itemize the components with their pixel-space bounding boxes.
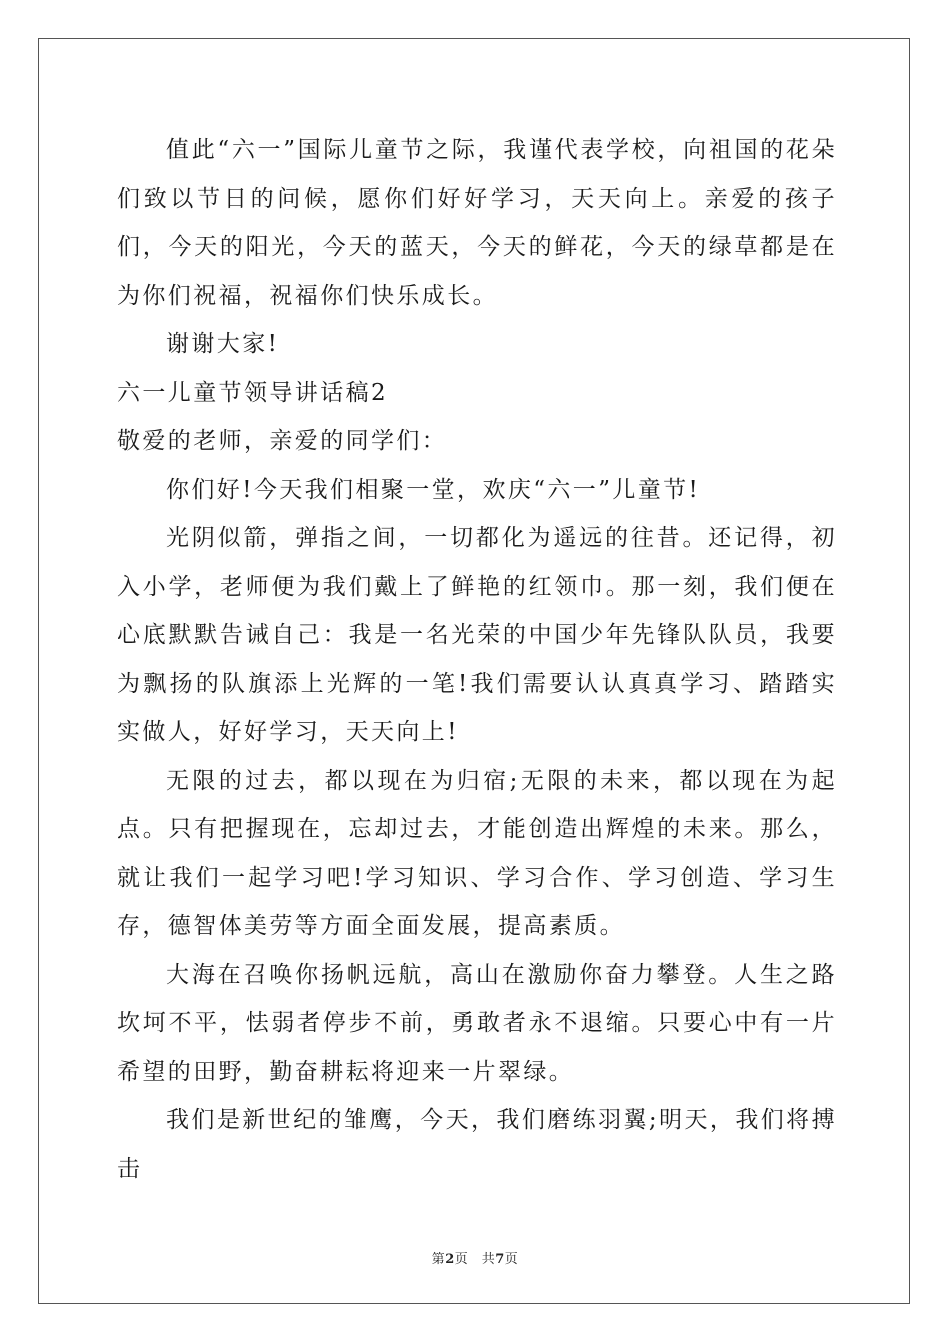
document-body: [117, 126, 837, 1193]
footer-prefix: 第: [431, 1252, 446, 1267]
paragraph-eagles: 我们是新世纪的雏鹰，今天，我们磨练羽翼;明天，我们将搏击: [117, 1107, 837, 1182]
section-title: 六一儿童节领导讲话稿2: [117, 379, 389, 406]
paragraph-hello: 你们好!今天我们相聚一堂，欢庆“六一”儿童节!: [166, 476, 701, 503]
footer-page-current: 2: [445, 1252, 455, 1267]
footer-suffix: 页: [504, 1252, 519, 1267]
paragraph-thanks: 谢谢大家!: [166, 331, 280, 357]
page-footer: [0, 1248, 950, 1267]
paragraph-courage: 大海在召唤你扬帆远航，高山在激励你奋力攀登。人生之路坎坷不平，怯弱者停步不前，勇敢者永不退缩。只要心中有一片希望的田野，勤奋耕耘将迎来一片翠绿。: [117, 961, 837, 1085]
footer-page-total: 7: [495, 1252, 505, 1267]
paragraph-memories: 光阴似箭，弹指之间，一切都化为遥远的往昔。还记得，初入小学，老师便为我们戴上了鲜艳的红领巾。那一刻，我们便在心底默默告诫自己：我是一名光荣的中国少年先锋队队员，我要为飘扬的队旗添上光辉的一笔!我们需要认认真真学习、踏踏实实做人，好好学习，天天向上!: [117, 525, 837, 745]
footer-mid: 页 共: [454, 1252, 496, 1267]
paragraph-present: 无限的过去，都以现在为归宿;无限的未来，都以现在为起点。只有把握现在，忘却过去，才能创造出辉煌的未来。那么，就让我们一起学习吧!学习知识、学习合作、学习创造、学习生存，德智体美劳等方面全面发展，提高素质。: [117, 767, 837, 939]
salutation: 敬爱的老师，亲爱的同学们：: [117, 428, 448, 454]
paragraph-greeting: 值此“六一”国际儿童节之际，我谨代表学校，向祖国的花朵们致以节日的问候，愿你们好好学习，天天向上。亲爱的孩子们，今天的阳光，今天的蓝天，今天的鲜花，今天的绿草都是在为你们祝福，祝福你们快乐成长。: [117, 137, 837, 309]
